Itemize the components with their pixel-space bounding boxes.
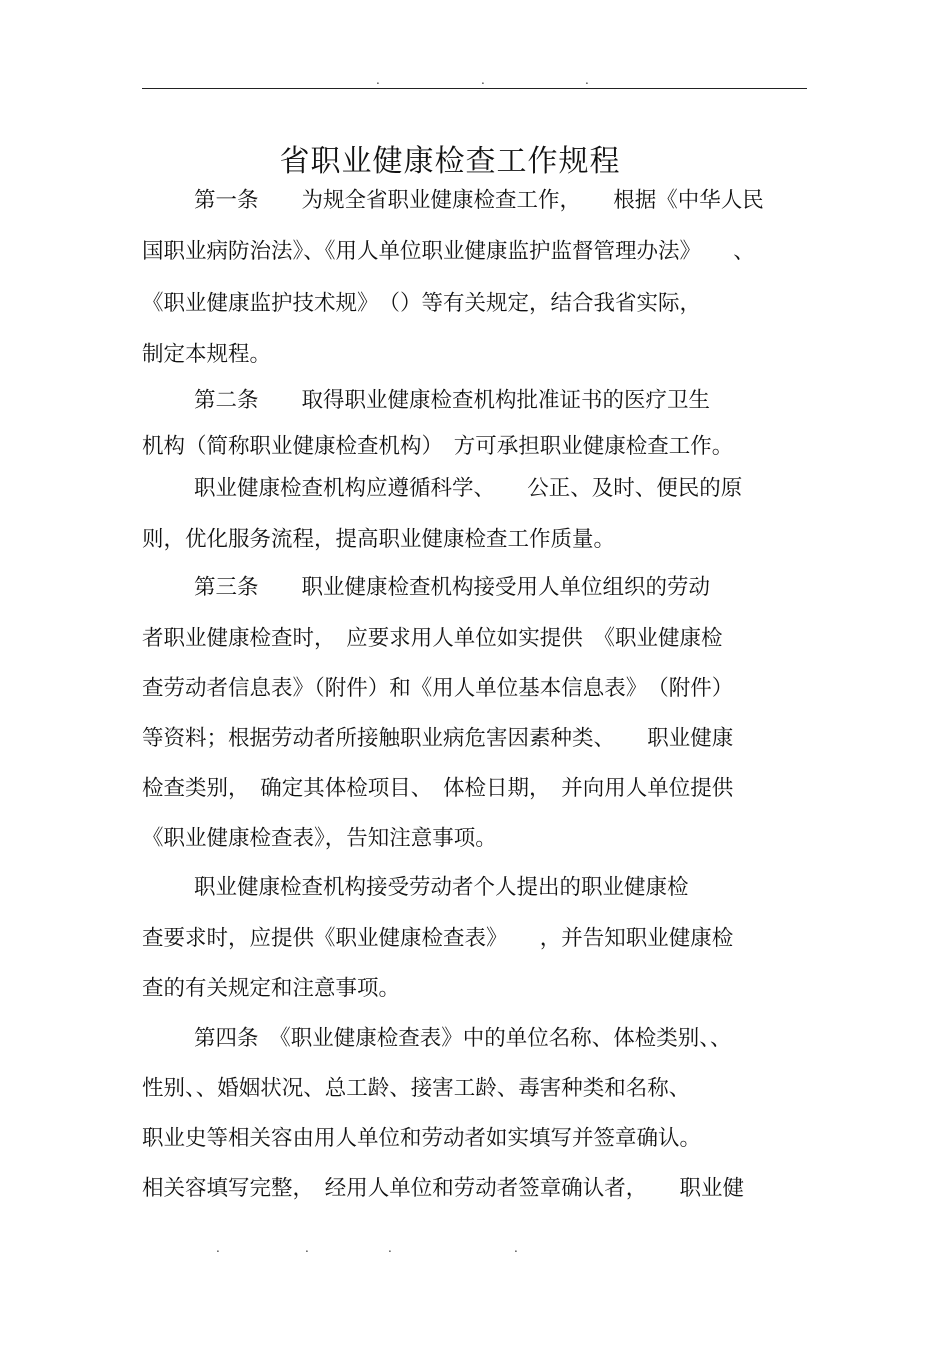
footer-dot: . <box>305 1241 309 1255</box>
text-line: 第四条 《职业健康检查表》中的单位名称、体检类别、、 <box>194 1026 732 1051</box>
text-line: 制定本规程。 <box>142 342 272 367</box>
text-line: 第一条 为规全省职业健康检查工作， 根据《中华人民 <box>194 188 764 213</box>
header-rule <box>142 88 807 89</box>
text-line: 查的有关规定和注意事项。 <box>142 976 401 1001</box>
text-line: 则，优化服务流程，提高职业健康检查工作质量。 <box>142 527 616 552</box>
text-line: 职业健康检查机构接受劳动者个人提出的职业健康检 <box>194 875 689 900</box>
header-dot: . <box>585 73 589 87</box>
text-line: 职业健康检查机构应遵循科学、 公正、及时、便民的原 <box>194 476 743 501</box>
text-line: 查劳动者信息表》（附件）和《用人单位基本信息表》 （附件） <box>142 676 734 701</box>
footer-dot: . <box>514 1241 518 1255</box>
text-line: 检查类别， 确定其体检项目、 体检日期， 并向用人单位提供 <box>142 776 734 801</box>
document-title: 省职业健康检查工作规程 <box>279 144 621 180</box>
text-line: 国职业病防治法》、《用人单位职业健康监护监督管理办法》 、 <box>142 239 755 264</box>
header-dot: . <box>376 73 380 87</box>
text-line: 性别、、婚姻状况、总工龄、接害工龄、毒害种类和名称、 <box>142 1076 691 1101</box>
text-line: 《职业健康监护技术规》 （）等有关规定，结合我省实际， <box>142 291 702 316</box>
text-line: 机构（简称职业健康检查机构） 方可承担职业健康检查工作。 <box>142 434 734 459</box>
text-line: 第三条 职业健康检查机构接受用人单位组织的劳动 <box>194 575 711 600</box>
text-line: 第二条 取得职业健康检查机构批准证书的医疗卫生 <box>194 388 711 413</box>
text-line: 查要求时，应提供《职业健康检查表》 ，并告知职业健康检 <box>142 926 734 951</box>
text-line: 相关容填写完整， 经用人单位和劳动者签章确认者， 职业健 <box>142 1176 745 1201</box>
text-line: 等资料；根据劳动者所接触职业病危害因素种类、 职业健康 <box>142 726 734 751</box>
text-line: 职业史等相关容由用人单位和劳动者如实填写并签章确认。 <box>142 1126 702 1151</box>
header-dot: . <box>481 73 485 87</box>
footer-dot: . <box>216 1241 220 1255</box>
text-line: 者职业健康检查时， 应要求用人单位如实提供 《职业健康检 <box>142 626 723 651</box>
text-line: 《职业健康检查表》，告知注意事项。 <box>142 826 497 851</box>
footer-dot: . <box>388 1241 392 1255</box>
